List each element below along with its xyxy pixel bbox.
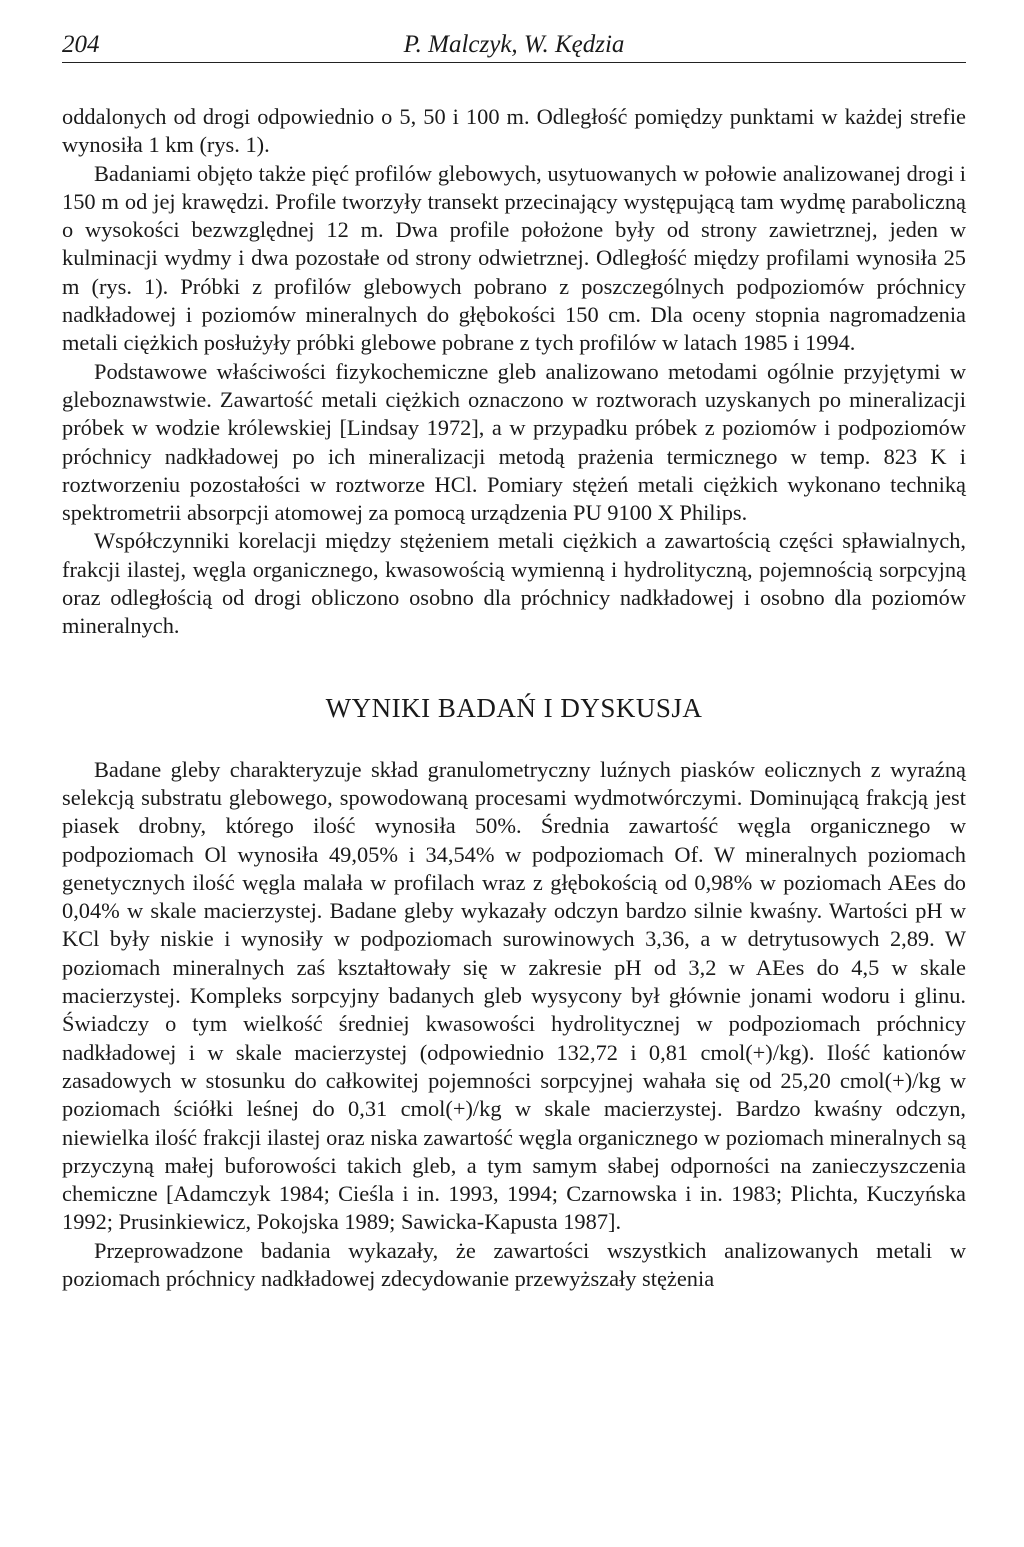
paragraph-continued: oddalonych od drogi odpowiednio o 5, 50 i 100 m. Odległość pomiędzy punktami w każdej strefie wynosiła 1 km (rys. 1). (62, 104, 966, 158)
paragraph-analysis-methods: Podstawowe właściwości fizykochemiczne gleb analizowano metodami ogólnie przyjętymi w gleboznawstwie. Zawartość metali ciężkich oznaczono w roztworach uzyskanych po mineralizacji próbek w wodzie królewskiej [Lindsay 1972], a w przypadku próbek z poziomów i podpoziomów próchnicy nadkładowej po ich mineralizacji metodą prażenia termicznego w temp. 823 K i roztworzeniu pozostałości w roztworze HCl. Pomiary stężeń metali ciężkich wykonano techniką spektrometrii absorpcji atomowej za pomocą urządzenia PU 9100 X Philips. (62, 358, 966, 526)
paragraph-soil-characteristics: Badane gleby charakteryzuje skład granulometryczny luźnych piasków eolicznych z wyraźną selekcją substratu glebowego, spowodowaną procesami wydmotwórczymi. Dominującą frakcją jest piasek drobny, którego ilość wynosiła 50%. Średnia zawartość węgla organicznego w podpoziomach Ol wynosiła 49,05% i 34,54% w podpoziomach Of. W mineralnych poziomach genetycznych ilość węgla malała w profilach wraz z głębokością od 0,98% w poziomach AEes do 0,04% w skale macierzystej. Badane gleby wykazały odczyn bardzo silnie kwaśny. Wartości pH w KCl były niskie i wynosiły w podpoziomach surowinowych 3,36, a w detrytusowych 2,89. W poziomach mineralnych zaś kształtowały się w zakresie pH od 3,2 w AEes do 4,5 w skale macierzystej. Kompleks sorpcyjny badanych gleb wysycony był głównie jonami wodoru i glinu. Świadczy o tym wielkość średniej kwasowości hydrolitycznej w podpoziomach próchnicy nadkładowej i w skale macierzystej (odpowiednio 132,72 i 0,81 cmol(+)/kg). Ilość kationów zasadowych w stosunku do całkowitej pojemności sorpcyjnej wahała się od 25,20 cmol(+)/kg w poziomach ściółki leśnej do 0,31 cmol(+)/kg w skale macierzystej. Bardzo kwaśny odczyn, niewielka ilość frakcji ilastej oraz niska zawartość węgla organicznego w poziomach mineralnych są przyczyną małej buforowości takich gleb, a tym samym słabej odporności na zanieczyszczenia chemiczne [Adamczyk 1984; Cieśla i in. 1993, 1994; Czarnowska i in. 1983; Plichta, Kuczyńska 1992; Prusinkiewicz, Pokojska 1989; Sawicka-Kapusta 1987]. (62, 756, 966, 1235)
page-number: 204 (62, 31, 100, 58)
article-body (62, 103, 966, 1293)
running-header (62, 28, 966, 63)
header-authors: P. Malczyk, W. Kędzia (403, 31, 625, 58)
paragraph-correlations: Współczynniki korelacji między stężeniem metali ciężkich a zawartością części spławialnych, frakcji ilastej, węgla organicznego, kwasowością wymienną i hydrolityczną, pojemnością sorpcyjną oraz odległością od drogi obliczono osobno dla próchnicy nadkładowej i osobno dla poziomów mineralnych. (62, 528, 966, 639)
paragraph-findings: Przeprowadzone badania wykazały, że zawartości wszystkich analizowanych metali w poziomach próchnicy nadkładowej zdecydowanie przewyższały stężenia (62, 1237, 966, 1291)
section-heading: WYNIKI BADAŃ I DYSKUSJA (325, 692, 703, 723)
page (62, 28, 966, 1293)
paragraph-soil-profiles: Badaniami objęto także pięć profilów glebowych, usytuowanych w połowie analizowanej drogi i 150 m od jej krawędzi. Profile tworzyły transekt przecinający występującą tam wydmę paraboliczną o wysokości bezwzględnej 12 m. Dwa profile położone były od strony zawietrznej, jeden w kulminacji wydmy i dwa pozostałe od strony odwietrznej. Odległość między profilami wynosiła 25 m (rys. 1). Próbki z profilów glebowych pobrano z poszczególnych podpoziomów próchnicy nadkładowej i poziomów mineralnych do głębokości 150 cm. Dla oceny stopnia nagromadzenia metali ciężkich posłużyły próbki glebowe pobrane z tych profilów w latach 1985 i 1994. (62, 160, 966, 356)
